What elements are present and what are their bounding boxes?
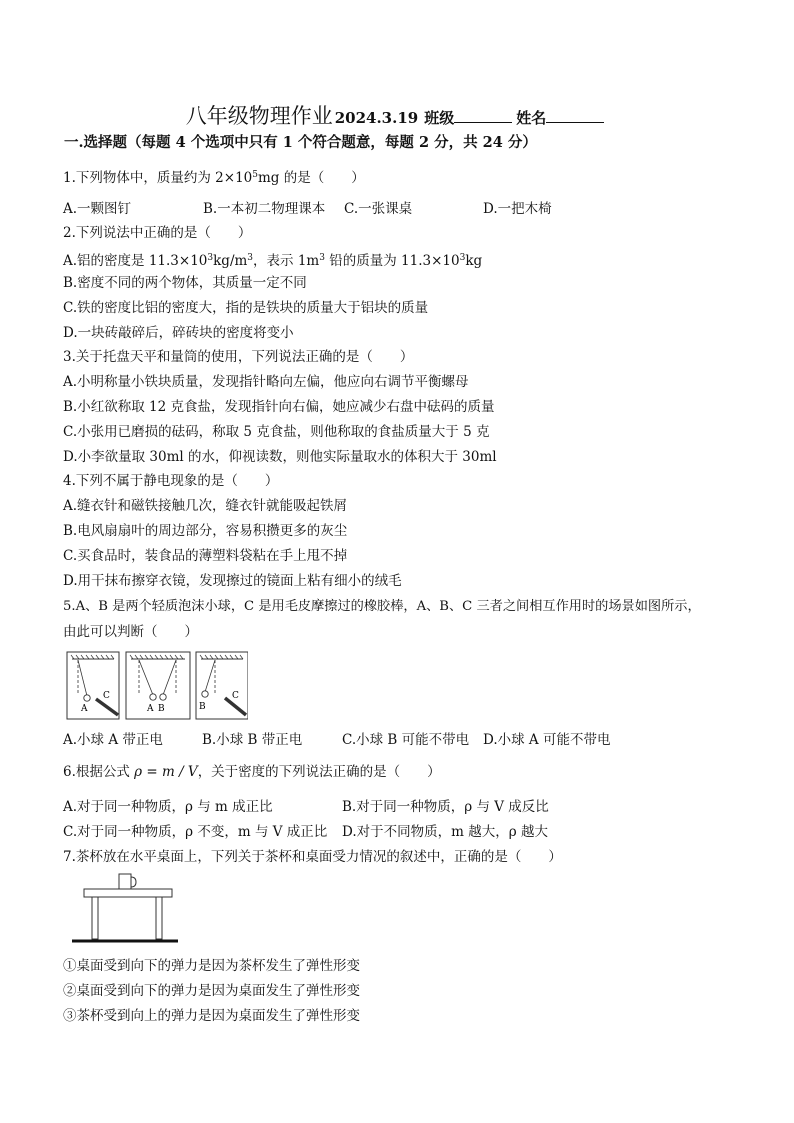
q7-statement-3: ③茶杯受到向上的弹力是因为桌面发生了弹性形变: [63, 1008, 360, 1024]
q3-option-d[interactable]: D.小李欲量取 30ml 的水，仰视读数，则他实际量取水的体积大于 30ml: [63, 449, 497, 465]
q5-electrostatic-figure: [66, 651, 248, 721]
q5-stem-line2: 由此可以判断（ ）: [63, 624, 198, 640]
q5-fig-label: A: [147, 704, 154, 714]
q2-option-b[interactable]: B.密度不同的两个物体，其质量一定不同: [63, 275, 307, 291]
q1-options: [63, 200, 763, 218]
q4-option-a[interactable]: A.缝衣针和磁铁接触几次，缝衣针就能吸起铁屑: [63, 498, 348, 514]
teacup-icon: [119, 874, 136, 889]
q6-option-b[interactable]: B.对于同一种物质，ρ 与 V 成反比: [342, 799, 549, 815]
q5-fig-label: C: [103, 691, 110, 701]
q7-stem: 7.茶杯放在水平桌面上，下列关于茶杯和桌面受力情况的叙述中，正确的是（ ）: [63, 849, 562, 865]
q2-option-a[interactable]: A.铝的密度是 $11.3\times 10^3kg/m^3$，表示 $1m^3$ 铅的质量为 $11.3\times 10^3kg$: [63, 253, 483, 269]
q7-statement-1: ①桌面受到向下的弹力是因为茶杯发生了弹性形变: [63, 958, 360, 974]
q1-stem: 1.下列物体中，质量约为 $2\times 10^5mg$ 的是（ ）: [63, 170, 365, 186]
name-blank[interactable]: [546, 108, 604, 123]
q6-option-c[interactable]: C.对于同一种物质，ρ 不变，m 与 V 成正比: [63, 824, 328, 840]
title-text: 八年级物理作业: [185, 104, 333, 128]
q5-panel-2: [126, 652, 190, 719]
title-date: 2024.3.19: [334, 109, 419, 127]
q5-panel-1: [67, 652, 119, 719]
q6-formula: ρ = m / V: [134, 764, 198, 780]
q5-option-c[interactable]: C.小球 B 可能不带电: [342, 732, 470, 748]
q5-panel-3: [196, 652, 248, 719]
q7-table-cup-figure: [72, 870, 178, 944]
q6-option-a[interactable]: A.对于同一种物质，ρ 与 m 成正比: [63, 799, 273, 815]
table-icon: [72, 889, 178, 941]
q6-stem: 6.根据公式 ρ = m / V，关于密度的下列说法正确的是（ ）: [63, 764, 441, 780]
q5-option-d[interactable]: D.小球 A 可能不带电: [483, 732, 611, 748]
q6-option-d[interactable]: D.对于不同物质，m 越大，ρ 越大: [342, 824, 548, 840]
q4-option-d[interactable]: D.用干抹布擦穿衣镜，发现擦过的镜面上粘有细小的绒毛: [63, 573, 402, 589]
q1-option-a[interactable]: A.一颗图钉: [63, 201, 132, 217]
name-label: 姓名: [516, 109, 547, 127]
q1-option-c[interactable]: C.一张课桌: [344, 201, 413, 217]
q5-fig-label: A: [81, 704, 88, 714]
q6-options-row2: [63, 823, 763, 841]
q4-option-b[interactable]: B.电风扇扇叶的周边部分，容易积攒更多的灰尘: [63, 523, 348, 539]
q2-option-d[interactable]: D.一块砖敲碎后，碎砖块的密度将变小: [63, 325, 294, 341]
q3-stem: 3.关于托盘天平和量筒的使用，下列说法正确的是（ ）: [63, 349, 414, 365]
q5-stem-line1: 5.A、B 是两个轻质泡沫小球，C 是用毛皮摩擦过的橡胶棒，A、B、C 三者之间相互作用时的场景如图所示，: [63, 599, 701, 614]
worksheet-title: [0, 100, 794, 130]
q5-fig-label: B: [199, 702, 206, 712]
q3-option-b[interactable]: B.小红欲称取 12 克食盐，发现指针向右偏，她应减少右盘中砝码的质量: [63, 399, 495, 415]
q5-options: [63, 731, 763, 749]
q6-options-row1: [63, 798, 763, 816]
q1-option-d[interactable]: D.一把木椅: [483, 201, 552, 217]
section-heading: 一.选择题（每题 4 个选项中只有 1 个符合题意，每题 2 分，共 24 分）: [64, 134, 537, 151]
q7-statement-2: ②桌面受到向下的弹力是因为桌面发生了弹性形变: [63, 983, 360, 999]
q3-option-a[interactable]: A.小明称量小铁块质量，发现指针略向左偏，他应向右调节平衡螺母: [63, 374, 469, 390]
q5-option-a[interactable]: A.小球 A 带正电: [63, 732, 163, 748]
q5-option-b[interactable]: B.小球 B 带正电: [202, 732, 303, 748]
q2-stem: 2.下列说法中正确的是（ ）: [63, 225, 252, 241]
q2-option-c[interactable]: C.铁的密度比铝的密度大，指的是铁块的质量大于铝块的质量: [63, 300, 429, 316]
q4-stem: 4.下列不属于静电现象的是（ ）: [63, 473, 279, 489]
class-blank[interactable]: [454, 108, 512, 123]
q5-fig-label: B: [158, 704, 165, 714]
q4-option-c[interactable]: C.买食品时，装食品的薄塑料袋粘在手上甩不掉: [63, 548, 348, 564]
class-label: 班级: [424, 109, 455, 127]
q5-fig-label: C: [232, 691, 239, 701]
q3-option-c[interactable]: C.小张用已磨损的砝码，称取 5 克食盐，则他称取的食盐质量大于 5 克: [63, 424, 490, 440]
q1-option-b[interactable]: B.一本初二物理课本: [203, 201, 326, 217]
